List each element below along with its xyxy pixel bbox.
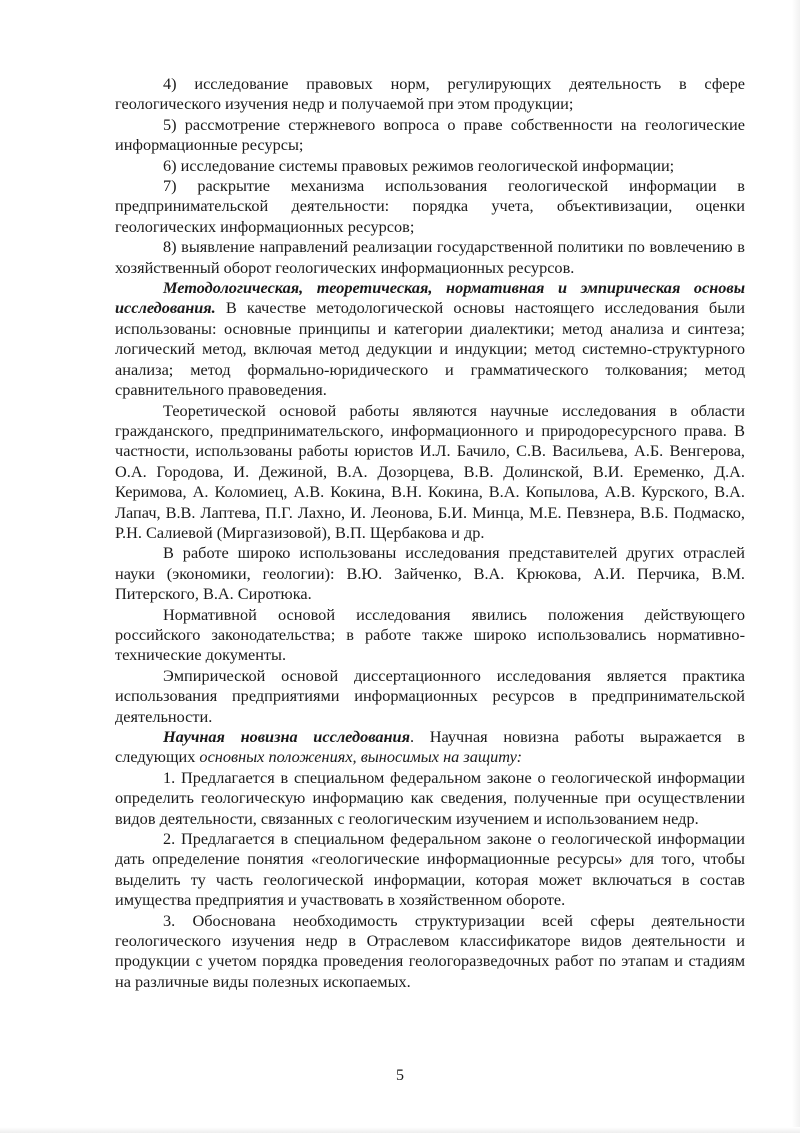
scan-edge-shadow <box>792 0 800 1133</box>
page-number: 5 <box>396 1067 404 1084</box>
paragraph-task-7: 7) раскрытие механизма использования геологической информации в предпринимательской деятельности: порядка учета, объективизации, оценки геологических информационных ресурсов; <box>115 176 745 236</box>
paragraph-point-1: 1. Предлагается в специальном федеральном законе о геологической информации определить геологическую информацию как сведения, полученные при осуществлении видов деятельности, связанных с геологическим изучением и использованием недр. <box>115 767 745 828</box>
section-heading-novelty: Научная новизна исследования <box>163 727 410 746</box>
paragraph-task-8: 8) выявление направлений реализации государственной политики по вовлечению в хозяйственный оборот геологических информационных ресурсов. <box>115 237 745 277</box>
paragraph-task-4: 4) исследование правовых норм, регулирующих деятельность в сфере геологического изучения недр и получаемой при этом продукции; <box>115 74 745 114</box>
paragraph-theory: Теоретической основой работы являются научные исследования в области гражданского, предпринимательского, информационного и природоресурсного права. В частности, использованы работы юристов И.Л. Бачило, С.В. Васильева, А.Б. Венгерова, О.А. Городова, И. Дежиной, В.А. Дозорцева, В.В. Долинской, В.И. Еременко, Д.А. Керимова, А. Коломиец, А.В. Кокина, В.Н. Кокина, В.А. Копылова, А.В. Курского, В.А. Лапач, В.В. Лаптева, П.Г. Лахно, И. Леонова, Б.И. Минца, М.Е. Певзнера, В.Б. Подмаско, Р.Н. Салиевой (Миргазизовой), В.П. Щербакова и др. <box>115 400 745 542</box>
paragraph-methodology: Методологическая, теоретическая, нормативная и эмпирическая основы исследования. В качестве методологической основы настоящего исследования были использованы: основные принципы и категории диалектики; метод анализа и синтеза; логический метод, включая метод дедукции и индукции; метод системно-структурного анализа; метод формально-юридического и грамматического толкования; метод сравнительного правоведения. <box>115 278 745 400</box>
body-text <box>115 74 745 992</box>
paragraph-point-3: 3. Обоснована необходимость структуризации всей сферы деятельности геологического изучения недр в Отраслевом классификаторе видов деятельности и продукции с учетом порядка проведения геологоразведочных работ по этапам и стадиям на различные виды полезных ископаемых. <box>115 910 745 991</box>
paragraph-empirical: Эмпирической основой диссертационного исследования является практика использования предприятиями информационных ресурсов в предпринимательской деятельности. <box>115 665 745 726</box>
paragraph-task-5: 5) рассмотрение стержневого вопроса о праве собственности на геологические информационные ресурсы; <box>115 114 745 155</box>
scan-bottom-shadow <box>0 1127 800 1133</box>
paragraph-task-6: 6) исследование системы правовых режимов геологической информации; <box>163 155 675 175</box>
paragraph-point-2: 2. Предлагается в специальном федеральном законе о геологической информации дать определение понятия «геологические информационные ресурсы» для того, чтобы выделить ту часть геологической информации, которая может включаться в состав имущества предприятия и участвовать в хозяйственном обороте. <box>115 829 745 910</box>
paragraph-normative: Нормативной основой исследования явились положения действующего российского законодательства; в работе также широко использовались нормативно-технические документы. <box>115 604 745 665</box>
section-heading-methodology: Методологическая, теоретическая, нормативная и эмпирическая основы исследования. <box>115 278 745 318</box>
paragraph-other-sciences: В работе широко использованы исследования представителей других отраслей науки (экономики, геологии): В.Ю. Зайченко, В.А. Крюкова, А.И. Перчика, В.М. Питерского, В.А. Сиротюка. <box>115 543 745 604</box>
paragraph-novelty: Научная новизна исследования. Научная новизна работы выражается в следующих основных положениях, выносимых на защиту: <box>115 727 745 767</box>
